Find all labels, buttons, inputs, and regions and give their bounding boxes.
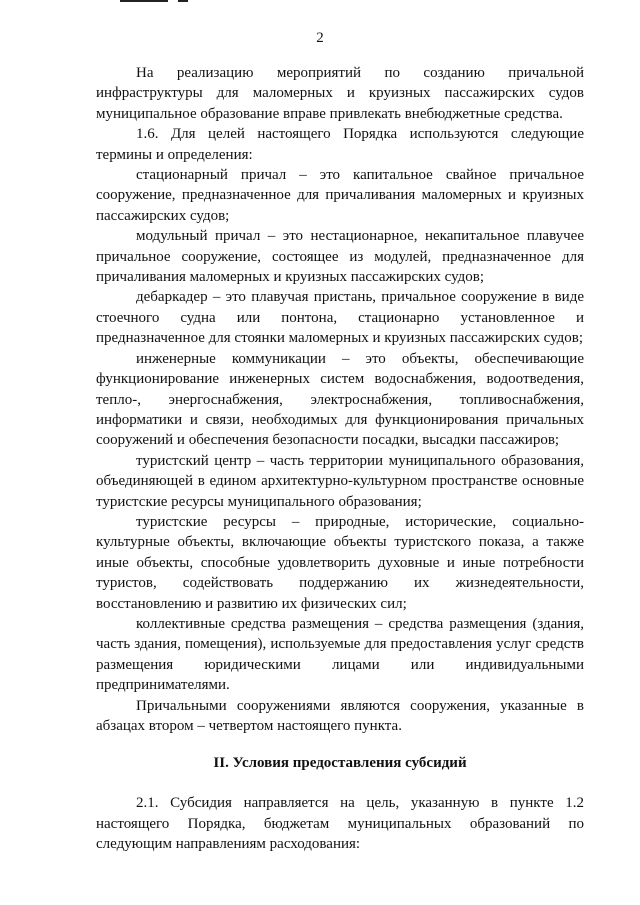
definition-tourist-center: туристский центр – часть территории муниципального образования, объединяющей в едином архитектурно-культурном пространстве основные туристские ресурсы муниципального образования;: [96, 452, 584, 510]
scan-edge-mark-left: [120, 0, 168, 2]
paragraph-pier-structures: Причальными сооружениями являются сооружения, указанные в абзацах втором – четвертом настоящего пункта.: [96, 697, 584, 734]
section-heading: II. Условия предоставления субсидий: [213, 755, 467, 772]
definition-stationary-pier: стационарный причал – это капитальное свайное причальное сооружение, предназначенное для причаливания маломерных и круизных пассажирских судов;: [96, 167, 584, 224]
document-body: [96, 63, 584, 855]
paragraph-terms-intro: 1.6. Для целей настоящего Порядка используются следующие термины и определения:: [96, 126, 584, 163]
definition-tourist-resources: туристские ресурсы – природные, исторические, социально-культурные объекты, включающие объекты туристского показа, а также иные объекты, способные удовлетворить духовные и иные потребности туристов, содействовать поддержанию их жизнедеятельности, восстановлению и развитию их физических сил;: [96, 513, 584, 612]
paragraph-extra-budget-funds: На реализацию мероприятий по созданию причальной инфраструктуры для маломерных и круизных пассажирских судов муниципальное образование вправе привлекать внебюджетные средства.: [96, 65, 584, 122]
definition-landing-stage: дебаркадер – это плавучая пристань, причальное сооружение в виде стоечного судна или понтона, стационарно установленное и предназначенное для стоянки маломерных и круизных пассажирских судов;: [96, 289, 584, 347]
definition-modular-pier: модульный причал – это нестационарное, некапитальное плавучее причальное сооружение, состоящее из модулей, предназначенное для причаливания маломерных и круизных пассажирских судов;: [96, 228, 584, 286]
scan-edge-mark-right: [178, 0, 188, 2]
definition-engineering-utilities: инженерные коммуникации – это объекты, обеспечивающие функционирование инженерных систем водоснабжения, водоотведения, тепло-, энергоснабжения, электроснабжения, топливоснабжения, информатики и связи, необходимых для функционирования причальных сооружений и обеспечения безопасности посадки, высадки пассажиров;: [96, 350, 584, 449]
definition-collective-accommodation: коллективные средства размещения – средства размещения (здания, часть здания, помещения), используемые для предоставления услуг средств размещения юридическими лицами или индивидуальными предпринимателями.: [96, 615, 584, 694]
page-number: 2: [316, 30, 324, 46]
paragraph-subsidy-directions: 2.1. Субсидия направляется на цель, указанную в пункте 1.2 настоящего Порядка, бюджетам муниципальных образований по следующим направлениям расходования:: [96, 795, 584, 853]
